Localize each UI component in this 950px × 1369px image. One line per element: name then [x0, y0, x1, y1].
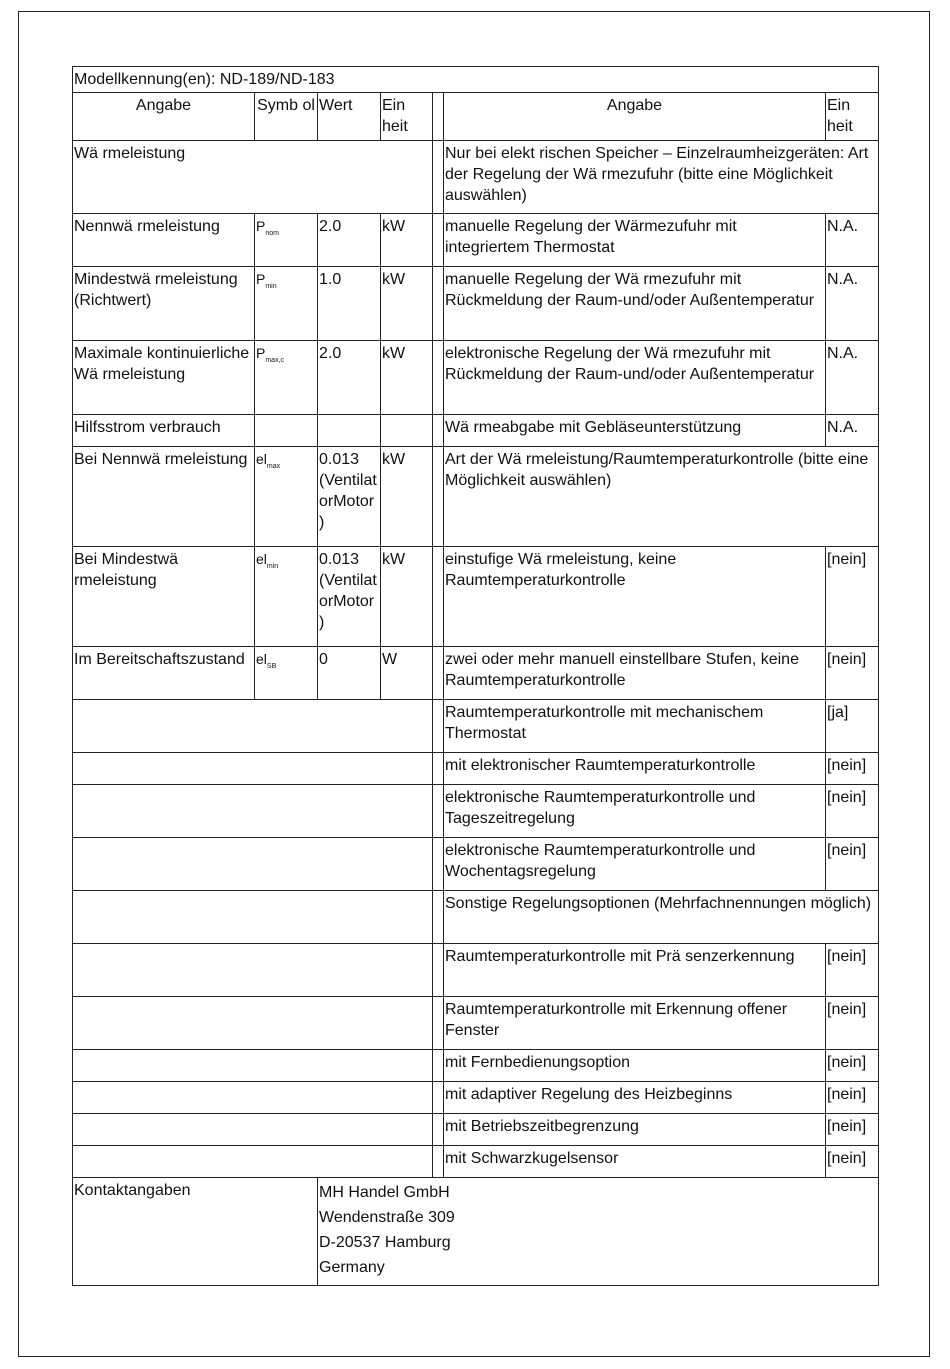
- column-gap: [433, 753, 444, 785]
- section-waermeleistung: Wä rmeleistung: [73, 141, 433, 214]
- empty-left-cell: [73, 753, 433, 785]
- table-row: [73, 341, 879, 415]
- column-gap: [433, 415, 444, 447]
- table-row: [73, 700, 879, 753]
- header-einheit-right: Ein heit: [826, 93, 879, 141]
- row-val: N.A.: [826, 341, 879, 415]
- contact-row: [73, 1178, 879, 1286]
- table-row: [73, 1050, 879, 1082]
- row-unit: kW: [381, 267, 433, 341]
- header-row: [73, 93, 879, 141]
- column-gap: [433, 341, 444, 415]
- row-symbol: $el_{SB}$: [255, 647, 318, 700]
- row-text: elektronische Raumtemperaturkontrolle und Wochentagsregelung: [444, 838, 826, 891]
- empty-left-cell: [73, 997, 433, 1050]
- table-row: [73, 267, 879, 341]
- row-unit: kW: [381, 341, 433, 415]
- row-label: Hilfsstrom verbrauch: [73, 415, 255, 447]
- column-gap: [433, 944, 444, 997]
- table-row: [73, 1146, 879, 1178]
- column-gap: [433, 1114, 444, 1146]
- column-gap: [433, 93, 444, 141]
- row-val: [nein]: [826, 753, 879, 785]
- row-symbol: [255, 415, 318, 447]
- row-unit: [381, 415, 433, 447]
- row-symbol: $P_{max,c}$: [255, 341, 318, 415]
- row-text: mit Schwarzkugelsensor: [444, 1146, 826, 1178]
- row-label: Im Bereitschaftszustand: [73, 647, 255, 700]
- column-gap: [433, 214, 444, 267]
- table-row: [73, 891, 879, 944]
- model-id: Modellkennung(en): ND-189/ND-183: [73, 67, 879, 93]
- row-val: [nein]: [826, 785, 879, 838]
- row-text: Raumtemperaturkontrolle mit mechanischem Thermostat: [444, 700, 826, 753]
- header-symbol: Symb ol: [255, 93, 318, 141]
- table-row: [73, 944, 879, 997]
- table-row: [73, 997, 879, 1050]
- table-row: [73, 214, 879, 267]
- empty-left-cell: [73, 1146, 433, 1178]
- contact-label: Kontaktangaben: [73, 1178, 318, 1286]
- row-label: Mindestwä rmeleistung (Richtwert): [73, 267, 255, 341]
- row-unit: kW: [381, 214, 433, 267]
- row-value: 0.013 (VentilatorMotor): [318, 547, 381, 647]
- section-sonstige-header: Sonstige Regelungsoptionen (Mehrfachnennungen möglich): [444, 891, 879, 944]
- row-value: 2.0: [318, 214, 381, 267]
- row-text: mit adaptiver Regelung des Heizbeginns: [444, 1082, 826, 1114]
- row-value: 1.0: [318, 267, 381, 341]
- row-val: N.A.: [826, 267, 879, 341]
- row-val: [nein]: [826, 944, 879, 997]
- row-label: Maximale kontinuierliche Wä rmeleistung: [73, 341, 255, 415]
- row-unit: kW: [381, 547, 433, 647]
- row-text: elektronische Regelung der Wä rmezufuhr mit Rückmeldung der Raum-und/oder Außentemperatur: [444, 341, 826, 415]
- column-gap: [433, 891, 444, 944]
- row-val: [ja]: [826, 700, 879, 753]
- row-val: N.A.: [826, 415, 879, 447]
- row-text: einstufige Wä rmeleistung, keine Raumtemperaturkontrolle: [444, 547, 826, 647]
- empty-left-cell: [73, 1050, 433, 1082]
- row-unit: W: [381, 647, 433, 700]
- header-angabe: Angabe: [73, 93, 255, 141]
- row-text: manuelle Regelung der Wärmezufuhr mit integriertem Thermostat: [444, 214, 826, 267]
- header-angabe-right: Angabe: [444, 93, 826, 141]
- table-row: [73, 838, 879, 891]
- model-row: [73, 67, 879, 93]
- row-value: 2.0: [318, 341, 381, 415]
- contact-line: D-20537 Hamburg: [319, 1234, 451, 1251]
- row-val: [nein]: [826, 997, 879, 1050]
- column-gap: [433, 1082, 444, 1114]
- column-gap: [433, 141, 444, 214]
- contact-line: Wendenstraße 309: [319, 1209, 455, 1226]
- row-text: zwei oder mehr manuell einstellbare Stufen, keine Raumtemperaturkontrolle: [444, 647, 826, 700]
- contact-address: [318, 1178, 879, 1286]
- column-gap: [433, 267, 444, 341]
- row-symbol: $P_{nom}$: [255, 214, 318, 267]
- column-gap: [433, 997, 444, 1050]
- header-einheit: Ein heit: [381, 93, 433, 141]
- row-value: [318, 415, 381, 447]
- header-wert: Wert: [318, 93, 381, 141]
- row-val: [nein]: [826, 547, 879, 647]
- row-val: [nein]: [826, 1114, 879, 1146]
- row-val: [nein]: [826, 1082, 879, 1114]
- table-row: [73, 447, 879, 547]
- table-row: [73, 785, 879, 838]
- ecodesign-table: [72, 66, 879, 1286]
- row-val: [nein]: [826, 1050, 879, 1082]
- column-gap: [433, 785, 444, 838]
- column-gap: [433, 647, 444, 700]
- column-gap: [433, 1146, 444, 1178]
- row-value: 0: [318, 647, 381, 700]
- contact-line: Germany: [319, 1259, 385, 1276]
- table-row: [73, 1114, 879, 1146]
- empty-left-cell: [73, 891, 433, 944]
- column-gap: [433, 1050, 444, 1082]
- row-text: mit Fernbedienungsoption: [444, 1050, 826, 1082]
- empty-left-cell: [73, 700, 433, 753]
- row-symbol: $P_{min}$: [255, 267, 318, 341]
- table-row: [73, 141, 879, 214]
- empty-left-cell: [73, 838, 433, 891]
- column-gap: [433, 700, 444, 753]
- row-text: Raumtemperaturkontrolle mit Prä senzerkennung: [444, 944, 826, 997]
- table-row: [73, 647, 879, 700]
- empty-left-cell: [73, 1114, 433, 1146]
- section-art-header: Art der Wä rmeleistung/Raumtemperaturkontrolle (bitte eine Möglichkeit auswählen): [444, 447, 879, 547]
- table-row: [73, 415, 879, 447]
- row-label: Nennwä rmeleistung: [73, 214, 255, 267]
- empty-left-cell: [73, 785, 433, 838]
- table-row: [73, 753, 879, 785]
- row-label: Bei Mindestwä rmeleistung: [73, 547, 255, 647]
- row-val: [nein]: [826, 1146, 879, 1178]
- row-label: Bei Nennwä rmeleistung: [73, 447, 255, 547]
- empty-left-cell: [73, 1082, 433, 1114]
- row-symbol: $el_{min}$: [255, 547, 318, 647]
- row-val: N.A.: [826, 214, 879, 267]
- row-text: mit elektronischer Raumtemperaturkontrolle: [444, 753, 826, 785]
- row-text: manuelle Regelung der Wä rmezufuhr mit Rückmeldung der Raum-und/oder Außentemperatur: [444, 267, 826, 341]
- row-symbol: $el_{max}$: [255, 447, 318, 547]
- column-gap: [433, 447, 444, 547]
- column-gap: [433, 838, 444, 891]
- row-text: Wä rmeabgabe mit Gebläseunterstützung: [444, 415, 826, 447]
- row-text: mit Betriebszeitbegrenzung: [444, 1114, 826, 1146]
- section-regelung-intro: Nur bei elekt rischen Speicher – Einzelraumheizgeräten: Art der Regelung der Wä rmezufuhr (bitte eine Möglichkeit auswählen): [444, 141, 879, 214]
- row-val: [nein]: [826, 838, 879, 891]
- table-row: [73, 547, 879, 647]
- row-val: [nein]: [826, 647, 879, 700]
- row-value: 0.013 (VentilatorMotor): [318, 447, 381, 547]
- column-gap: [433, 547, 444, 647]
- contact-line: MH Handel GmbH: [319, 1184, 450, 1201]
- table-row: [73, 1082, 879, 1114]
- row-text: elektronische Raumtemperaturkontrolle und Tageszeitregelung: [444, 785, 826, 838]
- row-unit: kW: [381, 447, 433, 547]
- empty-left-cell: [73, 944, 433, 997]
- row-text: Raumtemperaturkontrolle mit Erkennung offener Fenster: [444, 997, 826, 1050]
